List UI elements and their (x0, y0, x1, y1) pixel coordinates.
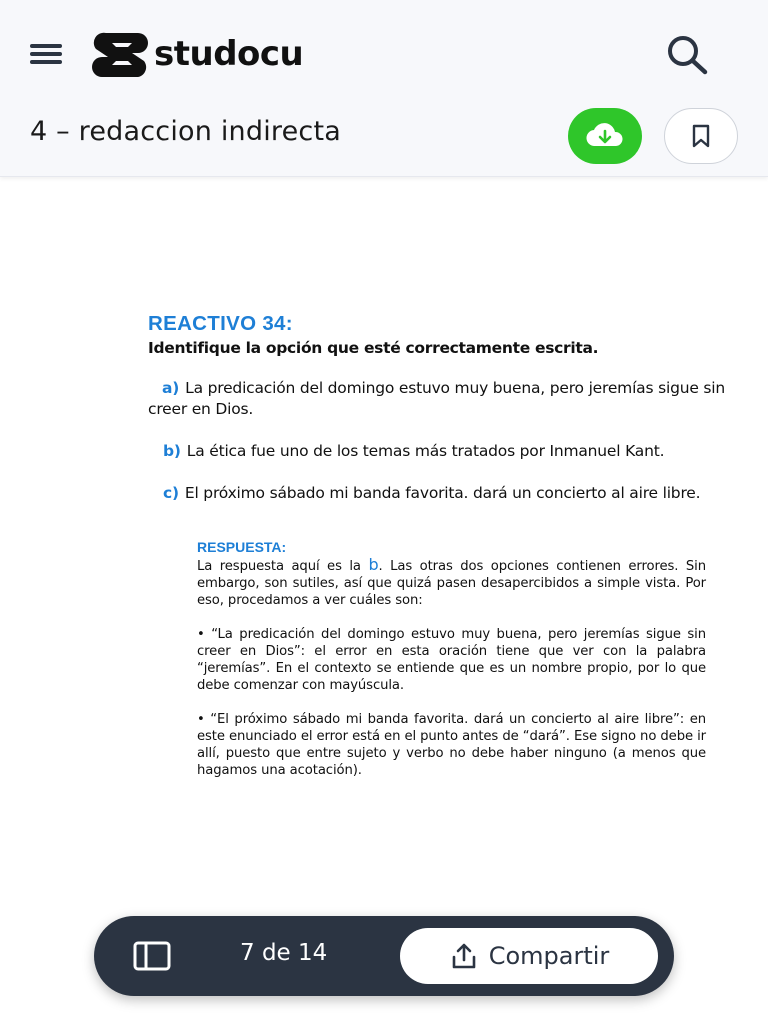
answer-intro-after: . Las otras dos opciones contienen errores. Sin embargo, son sutiles, así que quizá pasen desapercibidos a simple vista. Por eso, procedamos a ver cuáles son: (197, 559, 706, 608)
page-indicator: 7 de 14 (240, 940, 328, 966)
hamburger-menu-icon-line (30, 60, 62, 64)
option-letter: c) (163, 484, 179, 502)
option-a (148, 378, 748, 420)
studocu-logo[interactable] (92, 30, 303, 78)
document-title: 4 – redaccion indirecta (30, 116, 341, 147)
answer-highlight: b (368, 555, 379, 574)
option-b (163, 441, 763, 462)
menu-button[interactable] (26, 38, 66, 70)
answer-explanation-2: • “El próximo sábado mi banda favorita. dará un concierto al aire libre”: en este enunciado el error está en el punto antes de “dará”. Ese signo no debe ir allí, puesto que entre sujeto y verbo no debe haber ninguno (a menos que hagamos una acotación). (197, 712, 706, 778)
search-icon (662, 32, 712, 76)
share-label: Compartir (488, 942, 610, 970)
hamburger-menu-icon (30, 44, 62, 48)
top-header (0, 0, 768, 177)
question-instruction: Identifique la opción que esté correctamente escrita. (148, 339, 599, 357)
option-c (163, 483, 768, 504)
search-button[interactable] (662, 32, 712, 76)
share-upload-icon (449, 941, 479, 971)
sidebar-panel-icon (132, 940, 172, 972)
sidebar-toggle-button[interactable] (132, 940, 172, 972)
answer-intro-before: La respuesta aquí es la (197, 559, 369, 574)
option-text: La predicación del domingo estuvo muy buena, pero jeremías sigue sin creer en Dios. (148, 379, 726, 418)
bookmark-button[interactable] (664, 108, 738, 164)
share-button[interactable] (400, 928, 658, 984)
bookmark-icon (689, 123, 713, 149)
option-letter: b) (163, 442, 181, 460)
answer-explanation-1: • “La predicación del domingo estuvo muy buena, pero jeremías sigue sin creer en Dios”: el error en esta oración tiene que ver con la palabra “jeremías”. En el contexto se entiende que es un nombre propio, por lo que debe comenzar con mayúscula. (197, 627, 706, 693)
option-text: El próximo sábado mi banda favorita. dará un concierto al aire libre. (184, 484, 701, 502)
logo-text: studocu (154, 34, 304, 74)
answer-intro (197, 556, 706, 609)
hamburger-menu-icon-line (30, 52, 62, 56)
answer-block (197, 539, 706, 779)
option-letter: a) (162, 379, 180, 397)
document-page (0, 178, 768, 1024)
option-text: La ética fue uno de los temas más tratados por Inmanuel Kant. (186, 442, 665, 460)
cloud-download-icon (585, 122, 625, 150)
studocu-logo-icon (92, 31, 148, 77)
question-title: REACTIVO 34: (148, 312, 293, 335)
bottom-toolbar (94, 916, 674, 996)
answer-label: RESPUESTA: (197, 539, 287, 555)
download-button[interactable] (568, 108, 642, 164)
